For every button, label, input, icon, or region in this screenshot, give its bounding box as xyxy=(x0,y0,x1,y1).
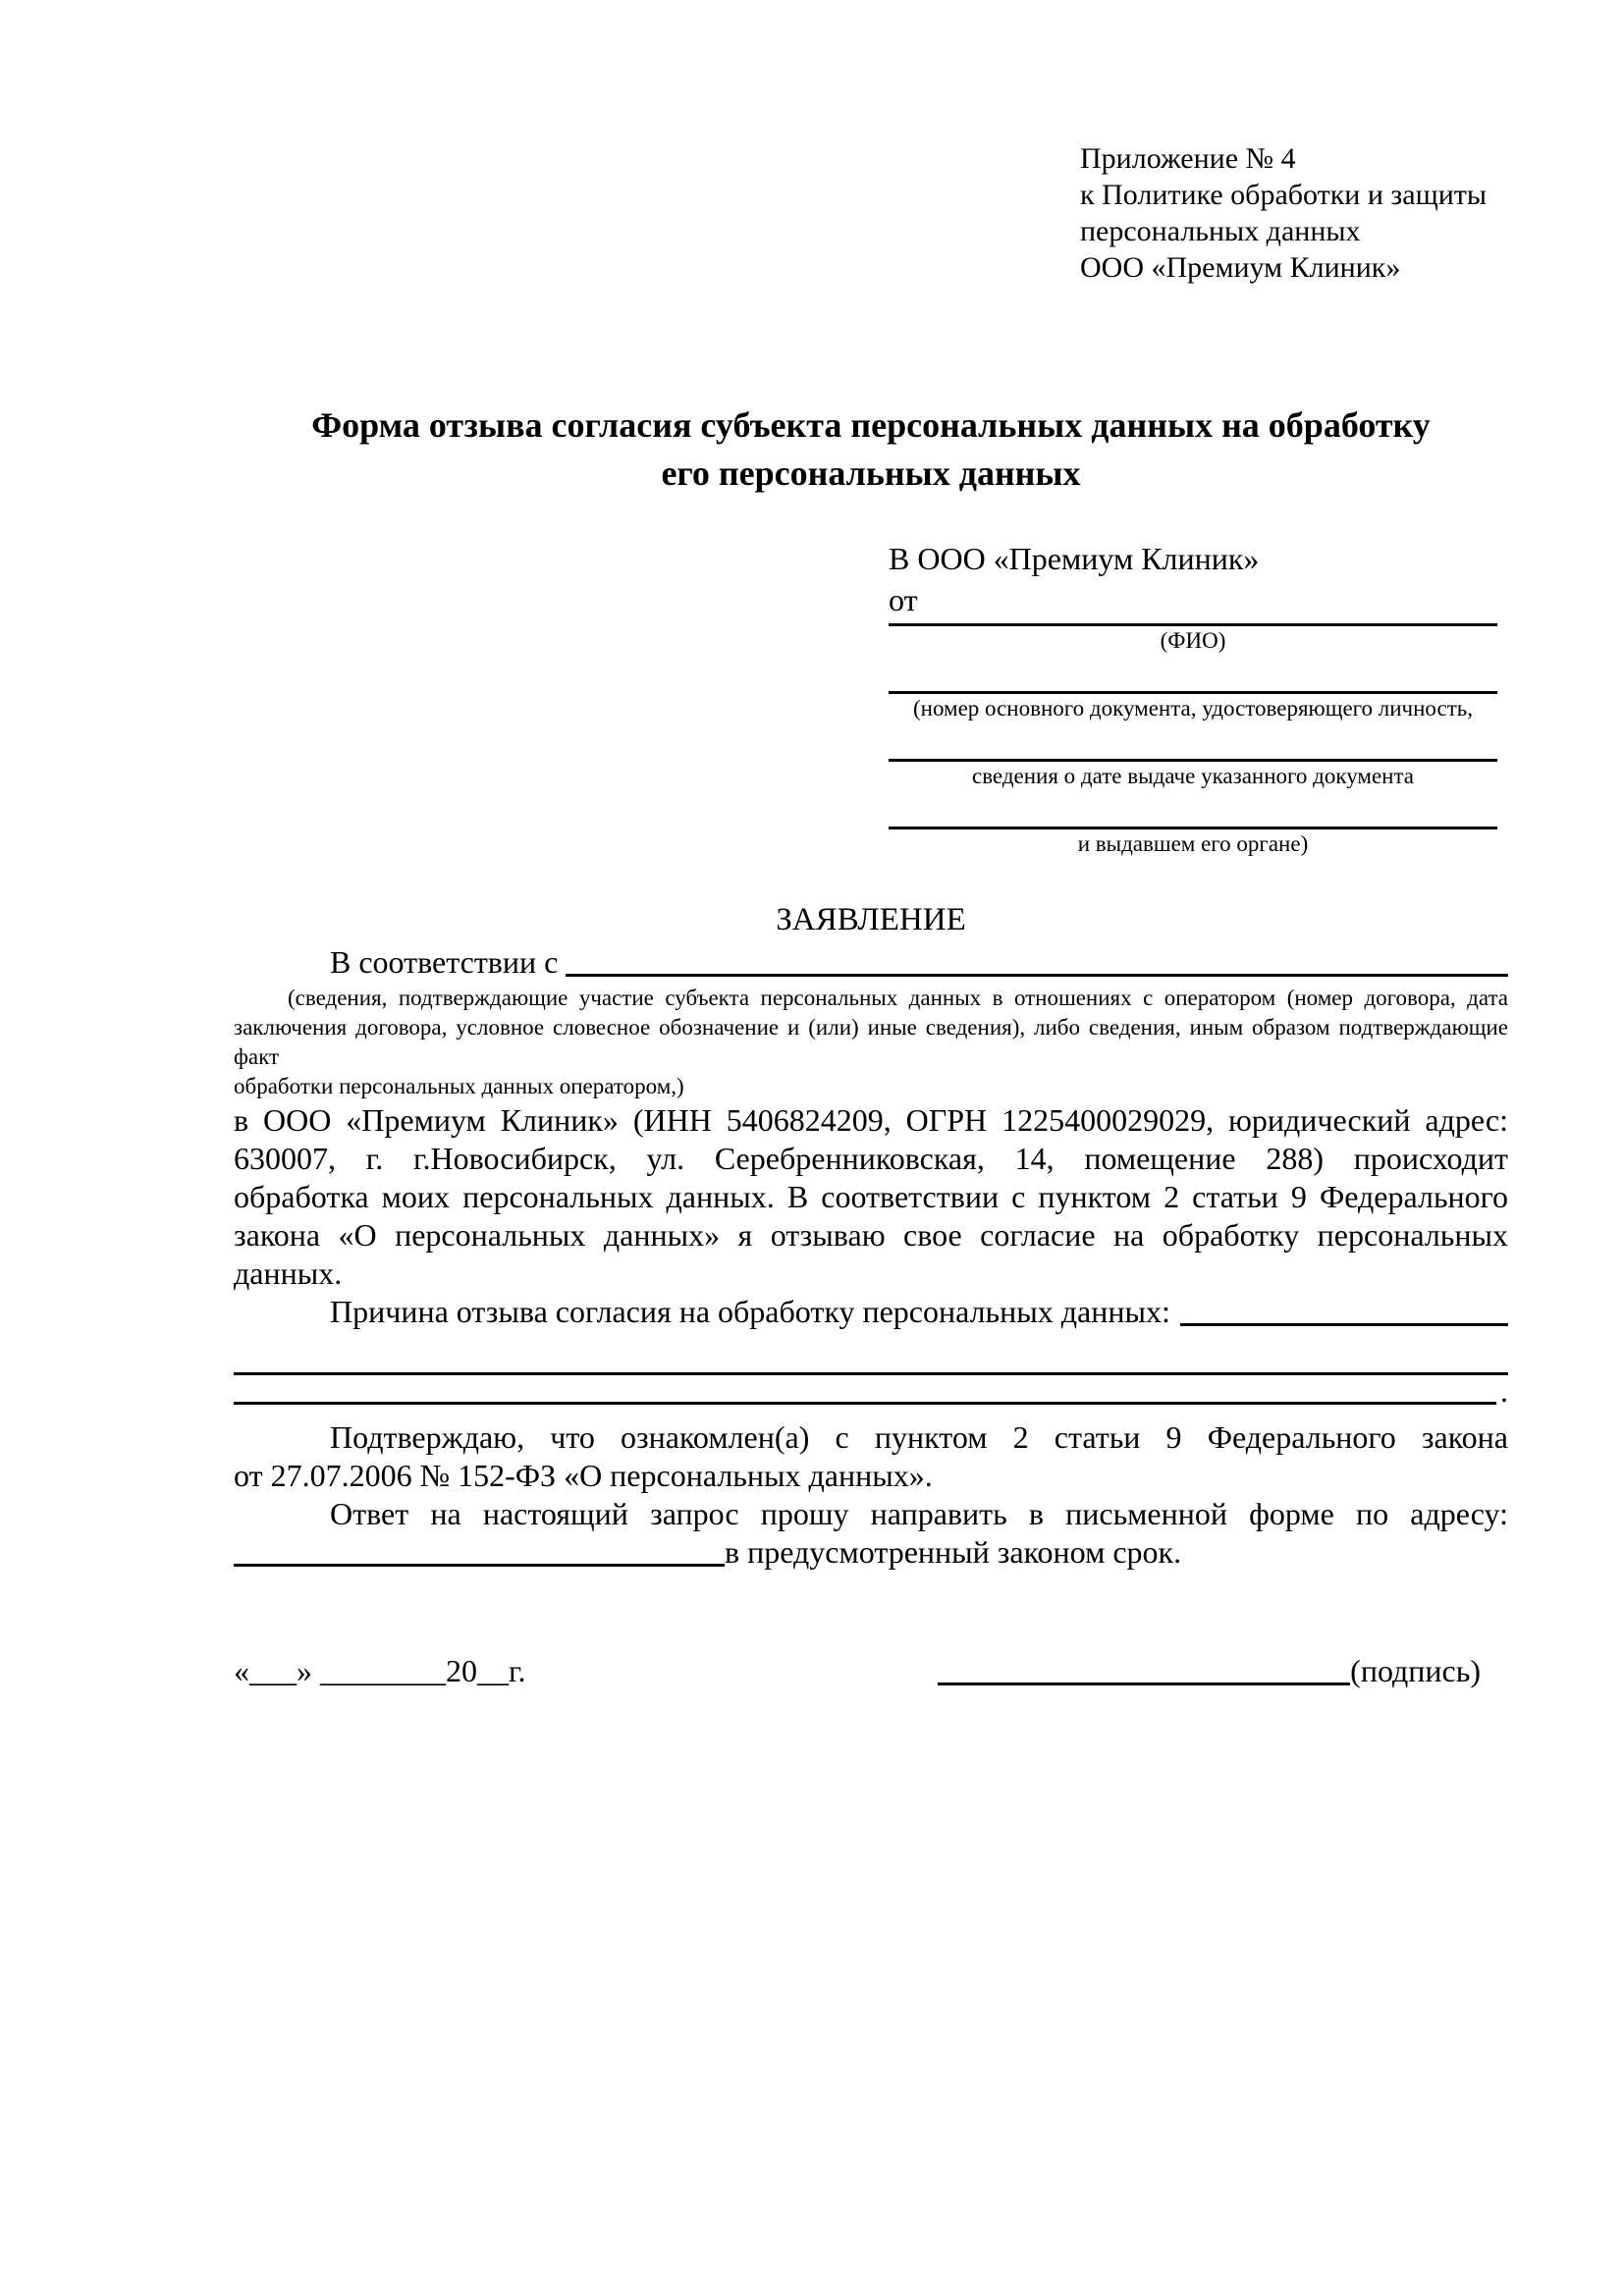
reply-suffix: в предусмотренный законом срок. xyxy=(725,1534,1182,1570)
header-note xyxy=(1080,140,1508,286)
reply-prefix-line: Ответ на настоящий запрос прошу направить в письменной форме по адресу: xyxy=(330,1496,1508,1531)
reason-blank-line-3-rule xyxy=(234,1402,1496,1405)
reason-blank-line xyxy=(1180,1323,1508,1326)
fine-print-line: обработки персональных данных оператором,) xyxy=(234,1074,684,1098)
fine-print-line: (сведения, подтверждающие участие субъекта персональных данных в отношениях с оператором (номер договора, дата xyxy=(288,986,1508,1010)
statement-body-line: закона «О персональных данных» я отзываю свое согласие на обработку персональных xyxy=(234,1217,1508,1253)
signature-caption: (подпись) xyxy=(1350,1653,1481,1688)
header-note-line: Приложение № 4 xyxy=(1080,142,1296,175)
document-number-caption: (номер основного документа, удостоверяющего личность, xyxy=(912,696,1473,721)
date-signature-row xyxy=(234,1652,1508,1690)
header-note-line: ООО «Премиум Клиник» xyxy=(1080,251,1401,284)
period-mark: . xyxy=(1500,1373,1508,1409)
reason-label: Причина отзыва согласия на обработку персональных данных: xyxy=(330,1294,1170,1329)
document-title-line: его персональных данных xyxy=(661,454,1081,493)
confirmation-line: Подтверждаю, что ознакомлен(а) с пунктом 2 статьи 9 Федерального закона xyxy=(330,1419,1508,1455)
issuing-authority-blank-line xyxy=(889,823,1497,829)
statement-body-line: данных. xyxy=(234,1255,343,1291)
date-field: «___» ________20__г. xyxy=(234,1653,526,1688)
recipient-line: В ООО «Премиум Клиник» xyxy=(889,541,1260,576)
fio-caption: (ФИО) xyxy=(1160,628,1226,653)
issue-date-caption: сведения о дате выдаче указанного документа xyxy=(971,764,1415,788)
intro-line xyxy=(234,943,1508,982)
document-title xyxy=(234,401,1508,498)
reason-line xyxy=(234,1293,1508,1331)
issuing-authority-caption: и выдавшем его органе) xyxy=(1077,831,1309,856)
confirmation-line: от 27.07.2006 № 152-ФЗ «О персональных данных». xyxy=(234,1458,933,1493)
statement-body xyxy=(234,1101,1508,1293)
reply-address-blank-line xyxy=(234,1564,725,1567)
document-number-blank-line xyxy=(889,687,1497,694)
header-note-line: персональных данных xyxy=(1080,215,1361,247)
signature-blank-line xyxy=(938,1682,1350,1685)
statement-body-line: в ООО «Премиум Клиник» (ИНН 5406824209, ОГРН 1225400029029, юридический адрес: xyxy=(234,1102,1508,1138)
header-note-line: к Политике обработки и защиты xyxy=(1080,179,1488,211)
issue-date-blank-line xyxy=(889,755,1497,762)
intro-blank-line xyxy=(566,974,1508,977)
statement-body-line: обработка моих персональных данных. В соответствии с пунктом 2 статьи 9 Федерального xyxy=(234,1179,1508,1214)
reply-paragraph xyxy=(234,1495,1508,1572)
reason-blank-line-2 xyxy=(234,1331,1508,1375)
reason-blank-line-3 xyxy=(234,1375,1508,1407)
signature-group xyxy=(938,1652,1481,1690)
confirmation-paragraph xyxy=(234,1418,1508,1495)
addressee-block xyxy=(889,537,1497,859)
fine-print-note xyxy=(234,984,1508,1101)
from-label: от xyxy=(889,582,918,617)
document-title-line: Форма отзыва согласия субъекта персональных данных на обработку xyxy=(311,405,1431,445)
statement-heading: ЗАЯВЛЕНИЕ xyxy=(776,902,966,937)
intro-prefix: В соответствии с xyxy=(330,944,559,980)
fio-blank-line xyxy=(889,619,1497,626)
statement-body-line: 630007, г. г.Новосибирск, ул. Серебренниковская, 14, помещение 288) происходит xyxy=(234,1141,1508,1176)
reply-address-line xyxy=(234,1533,1508,1572)
fine-print-line: заключения договора, условное словесное обозначение и (или) иные сведения), либо сведения, иным образом подтверждающие факт xyxy=(234,1015,1508,1069)
